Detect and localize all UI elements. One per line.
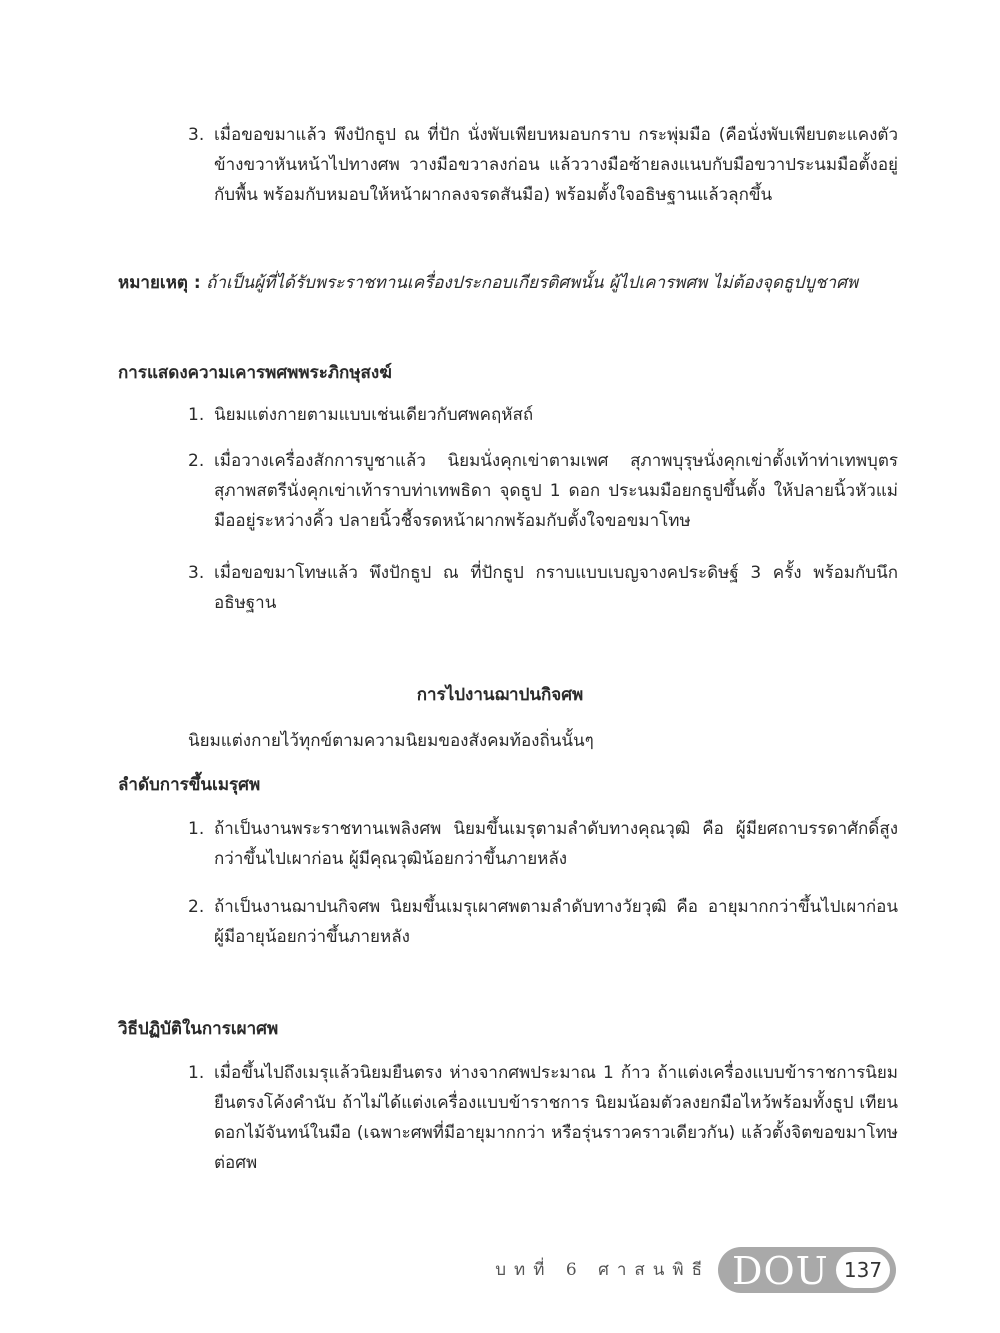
intro-paragraph: นิยมแต่งกายไว้ทุกข์ตามความนิยมของสังคมท้องถิ่นนั้นๆ [188,731,594,751]
page-number: 137 [836,1252,890,1288]
page-footer [0,1247,1000,1297]
list-item-number: 1. [188,1063,205,1083]
list-item-number: 3. [188,563,205,583]
chapter-title: บทที่ 6 ศาสนพิธี [495,1260,710,1280]
list-item-number: 3. [188,125,205,145]
list-item [188,814,898,874]
list-item-text: นิยมแต่งกายตามแบบเช่นเดียวกับศพคฤหัสถ์ [214,405,534,425]
list-item-number: 1. [188,819,205,839]
list-item-text: เมื่อขอขมาแล้ว พึงปักธูป ณ ที่ปัก นั่งพับเพียบหมอบกราบ กระพุ่มมือ (คือนั่งพับเพียบตะแคงตัวข้างขวาหันหน้าไปทางศพ วางมือขวาลงก่อน แล้ววางมือซ้ายลงแนบกับมือขวาประนมมือตั้งอยู่กับพื้น พร้อมกับหมอบให้หน้าผากลงจรดสันมือ) พร้อมตั้งใจอธิษฐานแล้วลุกขึ้น [214,125,898,205]
list-item-number: 2. [188,451,205,471]
note-text: ถ้าเป็นผู้ที่ได้รับพระราชทานเครื่องประกอบเกียรติศพนั้น ผู้ไปเคารพศพ ไม่ต้องจุดธูปบูชาศพ [206,273,859,293]
note [118,268,908,298]
list-item-text: ถ้าเป็นงานฌาปนกิจศพ นิยมขึ้นเมรุเผาศพตามลำดับทางวัยวุฒิ คือ อายุมากกว่าขึ้นไปเผาก่อน ผู้มีอายุน้อยกว่าขึ้นภายหลัง [214,897,898,947]
section-heading: วิธีปฏิบัติในการเผาศพ [118,1019,279,1039]
list-item [188,558,898,618]
section-heading: การแสดงความเคารพศพพระภิกษุสงฆ์ [118,363,392,383]
list-item-text: เมื่อขึ้นไปถึงเมรุแล้วนิยมยืนตรง ห่างจากศพประมาณ 1 ก้าว ถ้าแต่งเครื่องแบบข้าราชการนิยมยืนตรงโค้งคำนับ ถ้าไม่ได้แต่งเครื่องแบบข้าราชการ นิยมน้อมตัวลงยกมือไหว้พร้อมทั้งธูป เทียน ดอกไม้จันทน์ในมือ (เฉพาะศพที่มีอายุมากกว่า หรือรุ่นราวคราวเดียวกัน) แล้วตั้งจิตขอขมาโทษต่อศพ [214,1063,898,1173]
list-item-text: เมื่อวางเครื่องสักการบูชาแล้ว นิยมนั่งคุกเข่าตามเพศ สุภาพบุรุษนั่งคุกเข่าตั้งเท้าท่าเทพบุตร สุภาพสตรีนั่งคุกเข่าเท้าราบท่าเทพธิดา จุดธูป 1 ดอก ประนมมือยกธูปขึ้นตั้ง ให้ปลายนิ้วหัวแม่มืออยู่ระหว่างคิ้ว ปลายนิ้วชี้จรดหน้าผากพร้อมกับตั้งใจขอขมาโทษ [214,451,898,531]
note-label: หมายเหตุ : [118,273,201,293]
list-item [188,120,898,210]
centered-heading: การไปงานฌาปนกิจศพ [416,685,584,705]
list-item-text: เมื่อขอขมาโทษแล้ว พึงปักธูป ณ ที่ปักธูป กราบแบบเบญจางคประดิษฐ์ 3 ครั้ง พร้อมกับนึกอธิษฐาน [214,563,898,613]
publisher-badge [718,1247,896,1293]
dou-logo: DOU [732,1249,829,1293]
list-item [188,446,898,536]
list-item-number: 2. [188,897,205,917]
list-item-number: 1. [188,405,205,425]
list-item [188,1058,898,1178]
list-item-text: ถ้าเป็นงานพระราชทานเพลิงศพ นิยมขึ้นเมรุตามลำดับทางคุณวุฒิ คือ ผู้มียศถาบรรดาศักดิ์สูงกว่าขึ้นไปเผาก่อน ผู้มีคุณวุฒิน้อยกว่าขึ้นภายหลัง [214,819,898,869]
subheading: ลำดับการขึ้นเมรุศพ [118,775,261,795]
list-item [188,892,898,952]
list-item [188,400,898,430]
